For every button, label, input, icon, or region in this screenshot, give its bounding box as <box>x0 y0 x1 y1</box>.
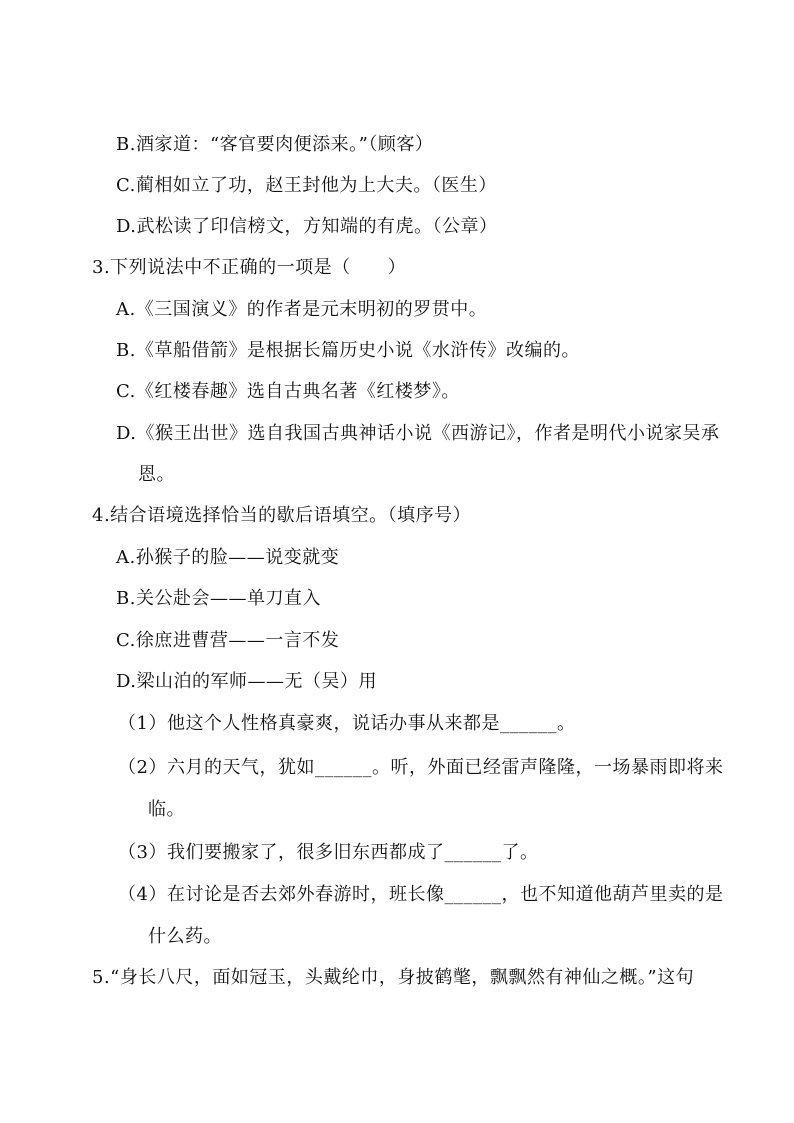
q4-blank-2: （2）六月的天气，犹如______。听，外面已经雷声隆隆，一场暴雨即将来 <box>118 757 724 778</box>
q4-option-c: C.徐庶进曹营——一言不发 <box>116 630 340 651</box>
q3-option-b: B.《草船借箭》是根据长篇历史小说《水浒传》改编的。 <box>116 340 580 361</box>
question-4: 4.结合语境选择恰当的歇后语填空。（填序号） <box>92 505 472 526</box>
q4-option-a: A.孙猴子的脸——说变就变 <box>116 547 340 568</box>
q3-option-c: C.《红楼春趣》选自古典名著《红楼梦》。 <box>116 381 460 402</box>
question-5: 5.“身长八尺，面如冠玉，头戴纶巾，身披鹤氅，飘飘然有神仙之概。”这句 <box>92 967 695 988</box>
q4-blank-4: （4）在讨论是否去郊外春游时，班长像______，也不知道他葫芦里卖的是 <box>118 884 724 905</box>
q4-option-b: B.关公赴会——单刀直入 <box>116 588 321 609</box>
q4-option-d: D.梁山泊的军师——无（吴）用 <box>116 671 378 692</box>
q4-blank-3: （3）我们要搬家了，很多旧东西都成了______了。 <box>118 842 539 863</box>
option-c-line: C.蔺相如立了功，赵王封他为上大夫。（医生） <box>116 175 497 196</box>
q4-blank-4-continued: 什么药。 <box>148 926 222 947</box>
option-d-line: D.武松读了印信榜文，方知端的有虎。（公章） <box>116 216 498 237</box>
q3-option-a: A.《三国演义》的作者是元末明初的罗贯中。 <box>116 299 488 320</box>
q4-blank-2-continued: 临。 <box>148 799 185 820</box>
q3-option-d: D.《猴王出世》选自我国古典神话小说《西游记》，作者是明代小说家吴承 <box>116 423 720 444</box>
q4-blank-1: （1）他这个人性格真豪爽，说话办事从来都是______。 <box>118 713 576 734</box>
option-b-line: B.酒家道：“客官要肉便添来。”（顾客） <box>116 134 434 155</box>
q3-option-d-continued: 恩。 <box>138 464 175 485</box>
question-3: 3.下列说法中不正确的一项是（ ） <box>92 257 407 278</box>
